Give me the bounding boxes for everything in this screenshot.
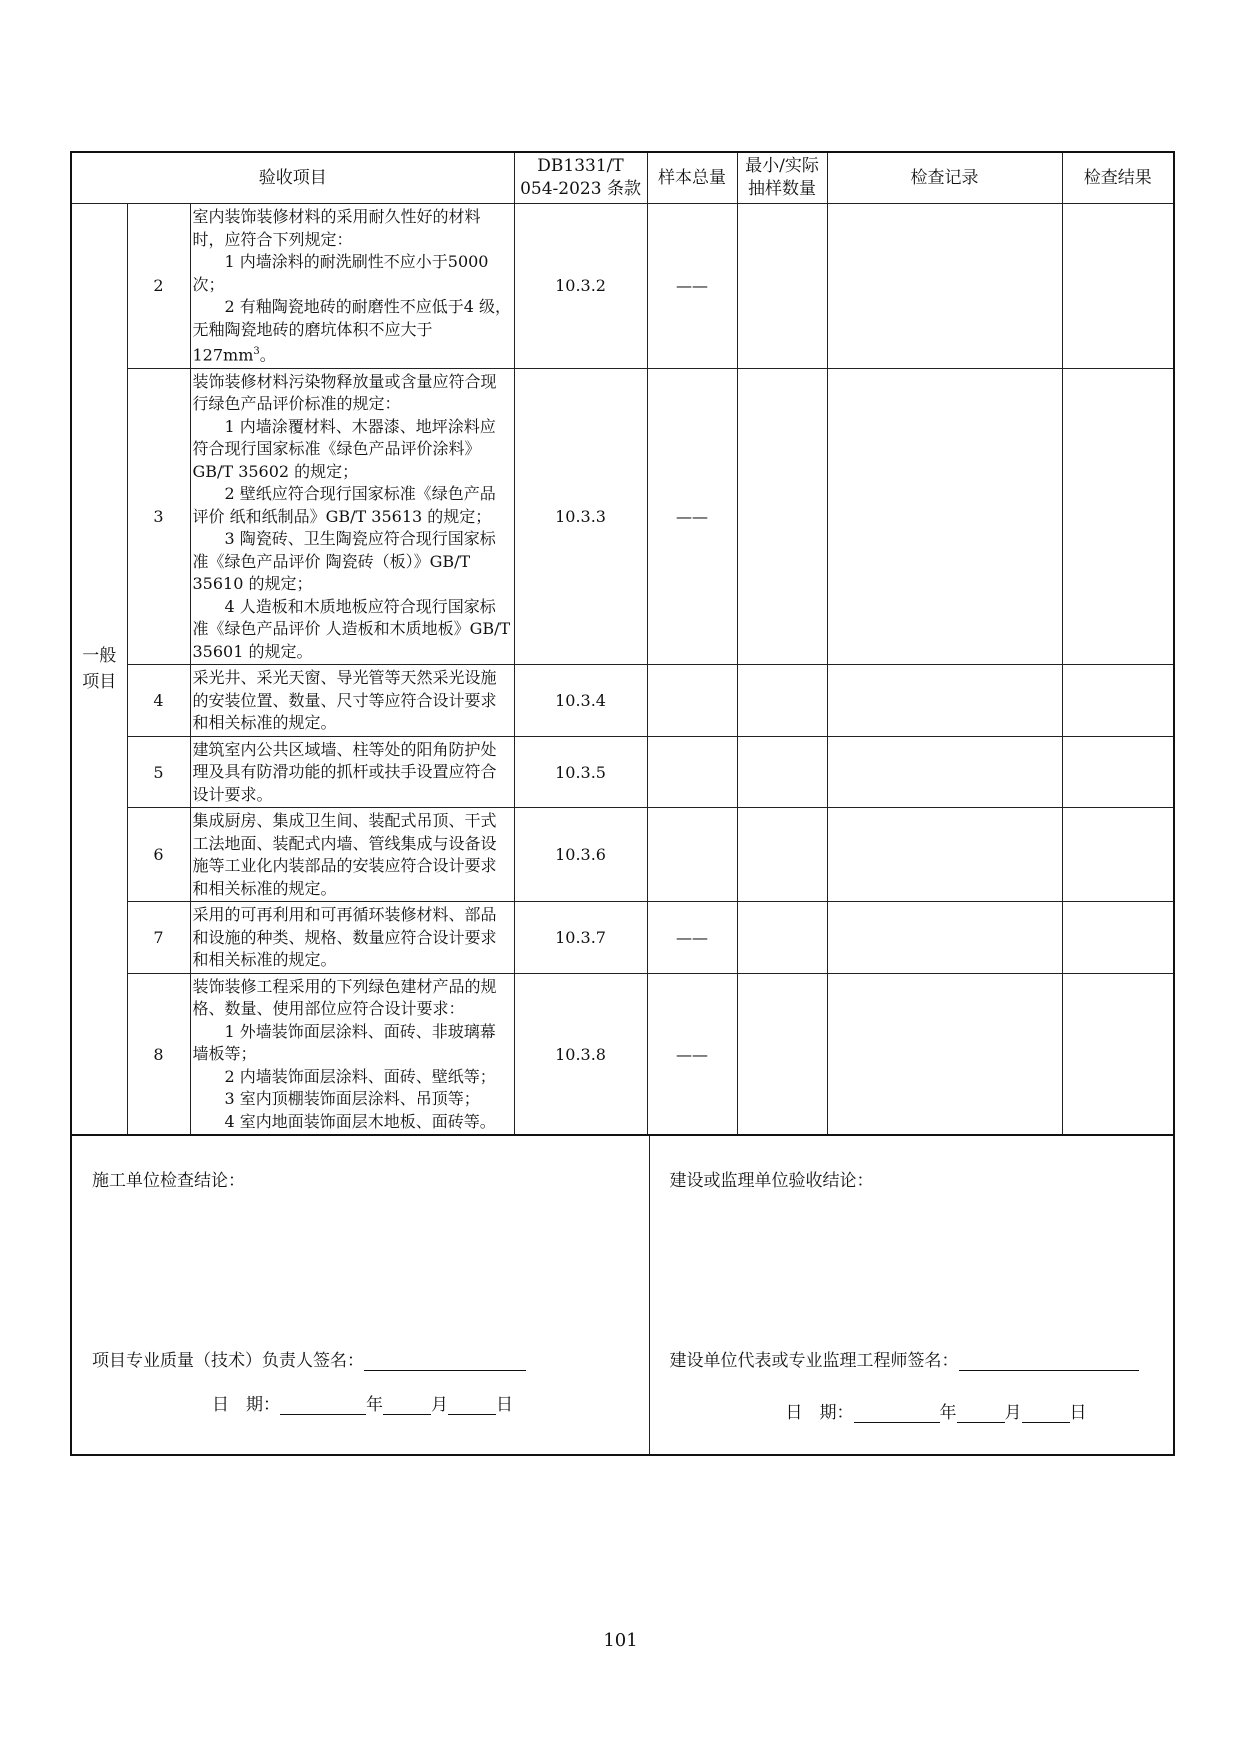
requirement-text: 装饰装修工程采用的下列绿色建材产品的规格、数量、使用部位应符合设计要求： 1 外墙装饰面层涂料、面砖、非玻璃幕墙板等； 2 内墙装饰面层涂料、面砖、壁纸等； 3 室内顶棚装饰面层涂料、吊顶等； 4 室内地面装饰面层木地板、面砖等。 — [190, 973, 514, 1135]
record-cell[interactable] — [827, 902, 1062, 974]
header-clause: DB1331/T 054-2023 条款 — [514, 152, 647, 204]
contractor-date: 日 期： 年 月 日 — [212, 1395, 513, 1416]
clause-number: 10.3.4 — [514, 665, 647, 737]
sample-total-cell[interactable]: —— — [647, 973, 737, 1135]
min-actual-cell[interactable] — [737, 665, 827, 737]
min-actual-cell[interactable] — [737, 973, 827, 1135]
contractor-signature: 项目专业质量（技术）负责人签名： — [92, 1346, 526, 1371]
table-row — [71, 368, 1174, 665]
row-number: 3 — [127, 368, 190, 665]
sample-total-cell[interactable] — [647, 808, 737, 902]
clause-number: 10.3.5 — [514, 736, 647, 808]
requirement-text: 建筑室内公共区域墙、柱等处的阳角防护处理及具有防滑功能的抓杆或扶手设置应符合设计要求。 — [190, 736, 514, 808]
result-cell[interactable] — [1062, 736, 1174, 808]
inspection-table — [70, 151, 1175, 1136]
requirement-text: 装饰装修材料污染物释放量或含量应符合现行绿色产品评价标准的规定： 1 内墙涂覆材料、木器漆、地坪涂料应符合现行国家标准《绿色产品评价涂料》GB/T 35602 的规定； 2 壁纸应符合现行国家标准《绿色产品评价 纸和纸制品》GB/T 35613 的规定； 3 陶瓷砖、卫生陶瓷应符合现行国家标准《绿色产品评价 陶瓷砖（板）》GB/T 35610 的规定； 4 人造板和木质地板应符合现行国家标准《绿色产品评价 人造板和木质地板》GB/T 35601 的规定。 — [190, 368, 514, 665]
record-cell[interactable] — [827, 665, 1062, 737]
clause-number: 10.3.2 — [514, 204, 647, 369]
header-item: 验收项目 — [71, 152, 514, 204]
table-row — [71, 736, 1174, 808]
row-number: 4 — [127, 665, 190, 737]
row-number: 7 — [127, 902, 190, 974]
sample-total-cell[interactable]: —— — [647, 368, 737, 665]
min-actual-cell[interactable] — [737, 368, 827, 665]
sample-total-cell[interactable]: —— — [647, 204, 737, 369]
supervisor-conclusion-title: 建设或监理单位验收结论： — [669, 1171, 874, 1192]
contractor-conclusion — [71, 1136, 649, 1455]
min-actual-cell[interactable] — [737, 204, 827, 369]
header-min-actual: 最小/实际 抽样数量 — [737, 152, 827, 204]
table-row — [71, 665, 1174, 737]
supervisor-signature: 建设单位代表或专业监理工程师签名： — [670, 1346, 1139, 1371]
result-cell[interactable] — [1062, 808, 1174, 902]
record-cell[interactable] — [827, 973, 1062, 1135]
min-actual-cell[interactable] — [737, 902, 827, 974]
row-number: 8 — [127, 973, 190, 1135]
footer-table — [70, 1136, 1175, 1456]
clause-number: 10.3.6 — [514, 808, 647, 902]
header-result: 检查结果 — [1062, 152, 1174, 204]
requirement-text: 室内装饰装修材料的采用耐久性好的材料时，应符合下列规定： 1 内墙涂料的耐洗刷性不应小于5000 次； 2 有釉陶瓷地砖的耐磨性不应低于4 级，无釉陶瓷地砖的磨坑体积不应大于 $127mm^3$。 — [190, 204, 514, 369]
result-cell[interactable] — [1062, 973, 1174, 1135]
clause-number: 10.3.7 — [514, 902, 647, 974]
result-cell[interactable] — [1062, 665, 1174, 737]
contractor-conclusion-title: 施工单位检查结论： — [92, 1171, 245, 1192]
sample-total-cell[interactable] — [647, 665, 737, 737]
table-row — [71, 808, 1174, 902]
supervisor-conclusion — [649, 1136, 1174, 1455]
requirement-text: 采用的可再利用和可再循环装修材料、部品和设施的种类、规格、数量应符合设计要求和相关标准的规定。 — [190, 902, 514, 974]
table-row — [71, 204, 1174, 369]
signature-line[interactable] — [959, 1352, 1139, 1371]
requirement-text: 集成厨房、集成卫生间、装配式吊顶、干式工法地面、装配式内墙、管线集成与设备设施等工业化内装部品的安装应符合设计要求和相关标准的规定。 — [190, 808, 514, 902]
record-cell[interactable] — [827, 368, 1062, 665]
clause-number: 10.3.8 — [514, 973, 647, 1135]
header-sample-total: 样本总量 — [647, 152, 737, 204]
signature-line[interactable] — [364, 1352, 526, 1371]
header-row — [71, 152, 1174, 204]
record-cell[interactable] — [827, 736, 1062, 808]
sample-total-cell[interactable]: —— — [647, 902, 737, 974]
inspection-form — [70, 151, 1173, 1601]
header-record: 检查记录 — [827, 152, 1062, 204]
supervisor-date: 日 期： 年 月 日 — [785, 1403, 1087, 1424]
sample-total-cell[interactable] — [647, 736, 737, 808]
table-row — [71, 902, 1174, 974]
result-cell[interactable] — [1062, 902, 1174, 974]
row-number: 6 — [127, 808, 190, 902]
min-actual-cell[interactable] — [737, 736, 827, 808]
row-number: 2 — [127, 204, 190, 369]
result-cell[interactable] — [1062, 204, 1174, 369]
page-number: 101 — [603, 1630, 638, 1651]
group-label: 一般 项目 — [71, 204, 127, 1136]
clause-number: 10.3.3 — [514, 368, 647, 665]
requirement-text: 采光井、采光天窗、导光管等天然采光设施的安装位置、数量、尺寸等应符合设计要求和相关标准的规定。 — [190, 665, 514, 737]
record-cell[interactable] — [827, 204, 1062, 369]
row-number: 5 — [127, 736, 190, 808]
table-row — [71, 973, 1174, 1135]
result-cell[interactable] — [1062, 368, 1174, 665]
min-actual-cell[interactable] — [737, 808, 827, 902]
record-cell[interactable] — [827, 808, 1062, 902]
